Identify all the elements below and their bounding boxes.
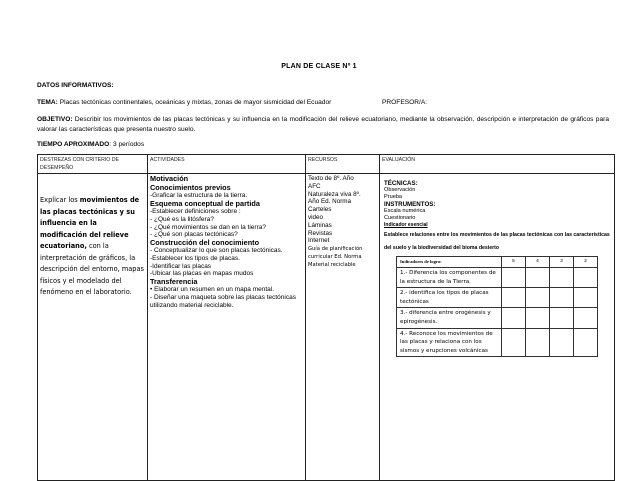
page-title: PLAN DE CLASE Nº 1 [281, 63, 357, 70]
score-cell [526, 268, 550, 288]
destreza-cell [38, 174, 148, 481]
actividad-item: - Conceptualizar lo que son placas tectónicas. [150, 247, 283, 255]
actividades-list [150, 175, 303, 309]
profesor-label: PROFESOR/A: [382, 99, 428, 106]
destreza-text-pre: Explicar los [40, 196, 80, 204]
tiempo-value: : 3 períodos [109, 141, 145, 148]
recurso-item: Naturaleza viva 8º. [308, 190, 361, 198]
tecnica-item: Prueba [384, 194, 403, 200]
plan-table [37, 154, 615, 481]
instrumento-item: Cuestionario [384, 215, 416, 221]
instrumento-item: Escala numérica [384, 208, 426, 214]
actividad-item: • Elaborar un resumen en un mapa mental. [150, 286, 275, 294]
actividad-item: - Diseñar una maqueta sobre las placas tectónicas utilizando material reciclable. [150, 293, 296, 309]
tema-label: TEMA: [37, 99, 58, 106]
header-actividades: ACTIVIDADES [148, 155, 306, 174]
header-recursos: RECURSOS [306, 155, 380, 174]
scale-3: 3 [550, 257, 574, 268]
recurso-item: Guía de planificación curricular Ed. Norma [308, 246, 363, 261]
score-cell [550, 328, 574, 357]
instrumentos-label: INSTRUMENTOS: [384, 201, 436, 208]
recurso-item: Revistas [308, 229, 333, 237]
score-cell [526, 308, 550, 328]
actividad-heading: Esquema conceptual de partida [150, 198, 260, 208]
actividad-item: - ¿Qué es la litósfera? [150, 215, 214, 223]
actividades-cell [148, 174, 306, 481]
table-body-row [38, 174, 615, 481]
actividad-item: - ¿Qué movimientos se dan en la tierra? [150, 223, 266, 231]
score-cell [502, 308, 526, 328]
actividad-item: - ¿Qué son placas tectónicas? [150, 231, 238, 239]
objetivo-label: OBJETIVO: [37, 116, 73, 123]
score-cell [550, 288, 574, 308]
destreza-text-bold: movimientos de las placas tectónicas y su influencia en la modificación del relieve ecuatoriano, [40, 196, 140, 250]
recurso-item: AFC [308, 182, 321, 190]
actividad-item: -Establecer los tipos de placas. [150, 254, 240, 262]
section-heading-datos: DATOS INFORMATIVOS: [37, 82, 114, 89]
recurso-item: Láminas [308, 221, 332, 229]
actividad-item: -Ubicar las placas en mapas mudos [150, 270, 254, 278]
actividad-heading: Transferencia [150, 276, 198, 286]
scale-4: 4 [526, 257, 550, 268]
recurso-item: Material reciclable [308, 262, 356, 269]
score-cell [526, 288, 550, 308]
indicador-item: 2.- identifica los tipos de placas tectónicas [397, 288, 502, 308]
recurso-item: Año Ed. Norma [308, 198, 352, 206]
indicador-esencial-label: Indicador esencial [384, 222, 428, 228]
score-cell [526, 328, 550, 357]
indicador-row [397, 268, 598, 288]
objetivo-text: Describir los movimientos de las placas tectónicas y su influencia en la modificación del relieve ecuatoriano, mediante la observación, descripción e interpretación de gráficos para valorar las características que presenta nuestro suelo. [37, 116, 609, 133]
scale-2: 2 [574, 257, 598, 268]
indicador-esencial-text: Establece relaciones entre los movimientos de las placas tectónicas con las características del suelo y la biodiversidad del bioma desierto [384, 232, 610, 251]
indicador-row [397, 328, 598, 357]
tema-line [37, 98, 617, 107]
recurso-item: Internet [308, 237, 330, 245]
recurso-item: Texto de 8º. Año [308, 175, 354, 182]
score-cell [502, 328, 526, 357]
indicador-item: 1.- Diferencia los componentes de la estructura de la Tierra. [397, 268, 502, 288]
evaluacion-cell [380, 174, 615, 481]
recurso-item: Carteles [308, 206, 332, 214]
actividad-item: -Identificar las placas [150, 262, 212, 270]
actividad-item: -Graficar la estructura de la tierra. [150, 192, 248, 200]
header-destrezas: DESTREZAS CON CRITERIO DE DESEMPEÑO [38, 155, 148, 174]
tiempo-label: TIEMPO APROXIMADO [37, 141, 110, 148]
recursos-list [308, 175, 377, 269]
actividad-item: -Establecer definiciones sobre : [150, 208, 241, 216]
destreza-text-post: con la interpretación de gráficos, la descripción del entorno, mapas físicos y el modelado del fenómeno en el laboratorio. [40, 242, 144, 296]
tema-text: Placas tectónicas continentales, oceánicas y mixtas, zonas de mayor sismicidad del Ecuador [59, 99, 332, 106]
score-cell [550, 268, 574, 288]
indicador-item: 4.- Reconoce los movimientos de las placas y relaciona con los sismos y erupciones volcánicas [397, 328, 502, 357]
indicadores-table [396, 256, 598, 357]
actividad-heading: Construcción del conocimiento [150, 237, 260, 247]
score-cell [574, 288, 598, 308]
scale-5: 5 [502, 257, 526, 268]
score-cell [502, 288, 526, 308]
recurso-item: video [308, 213, 324, 221]
score-cell [574, 328, 598, 357]
indicador-item: 3.- diferencia entre orogénesis y epirogénesis. [397, 308, 502, 328]
objetivo-paragraph [37, 115, 609, 134]
indicador-row [397, 308, 598, 328]
tiempo-line [37, 140, 144, 149]
score-cell [574, 268, 598, 288]
score-cell [574, 308, 598, 328]
actividad-heading: Conocimientos previos [150, 182, 231, 192]
header-evaluacion: EVALUACIÓN [380, 155, 615, 174]
table-header-row [38, 155, 615, 174]
score-cell [550, 308, 574, 328]
indicadores-header: Indicadores de logro: [397, 257, 502, 268]
indicadores-header-row [397, 257, 598, 268]
indicador-row [397, 288, 598, 308]
recursos-cell [306, 174, 380, 481]
tecnica-item: Observación [384, 187, 416, 193]
actividad-heading: Motivación [150, 174, 189, 183]
tecnicas-label: TÉCNICAS: [384, 180, 418, 187]
score-cell [502, 268, 526, 288]
